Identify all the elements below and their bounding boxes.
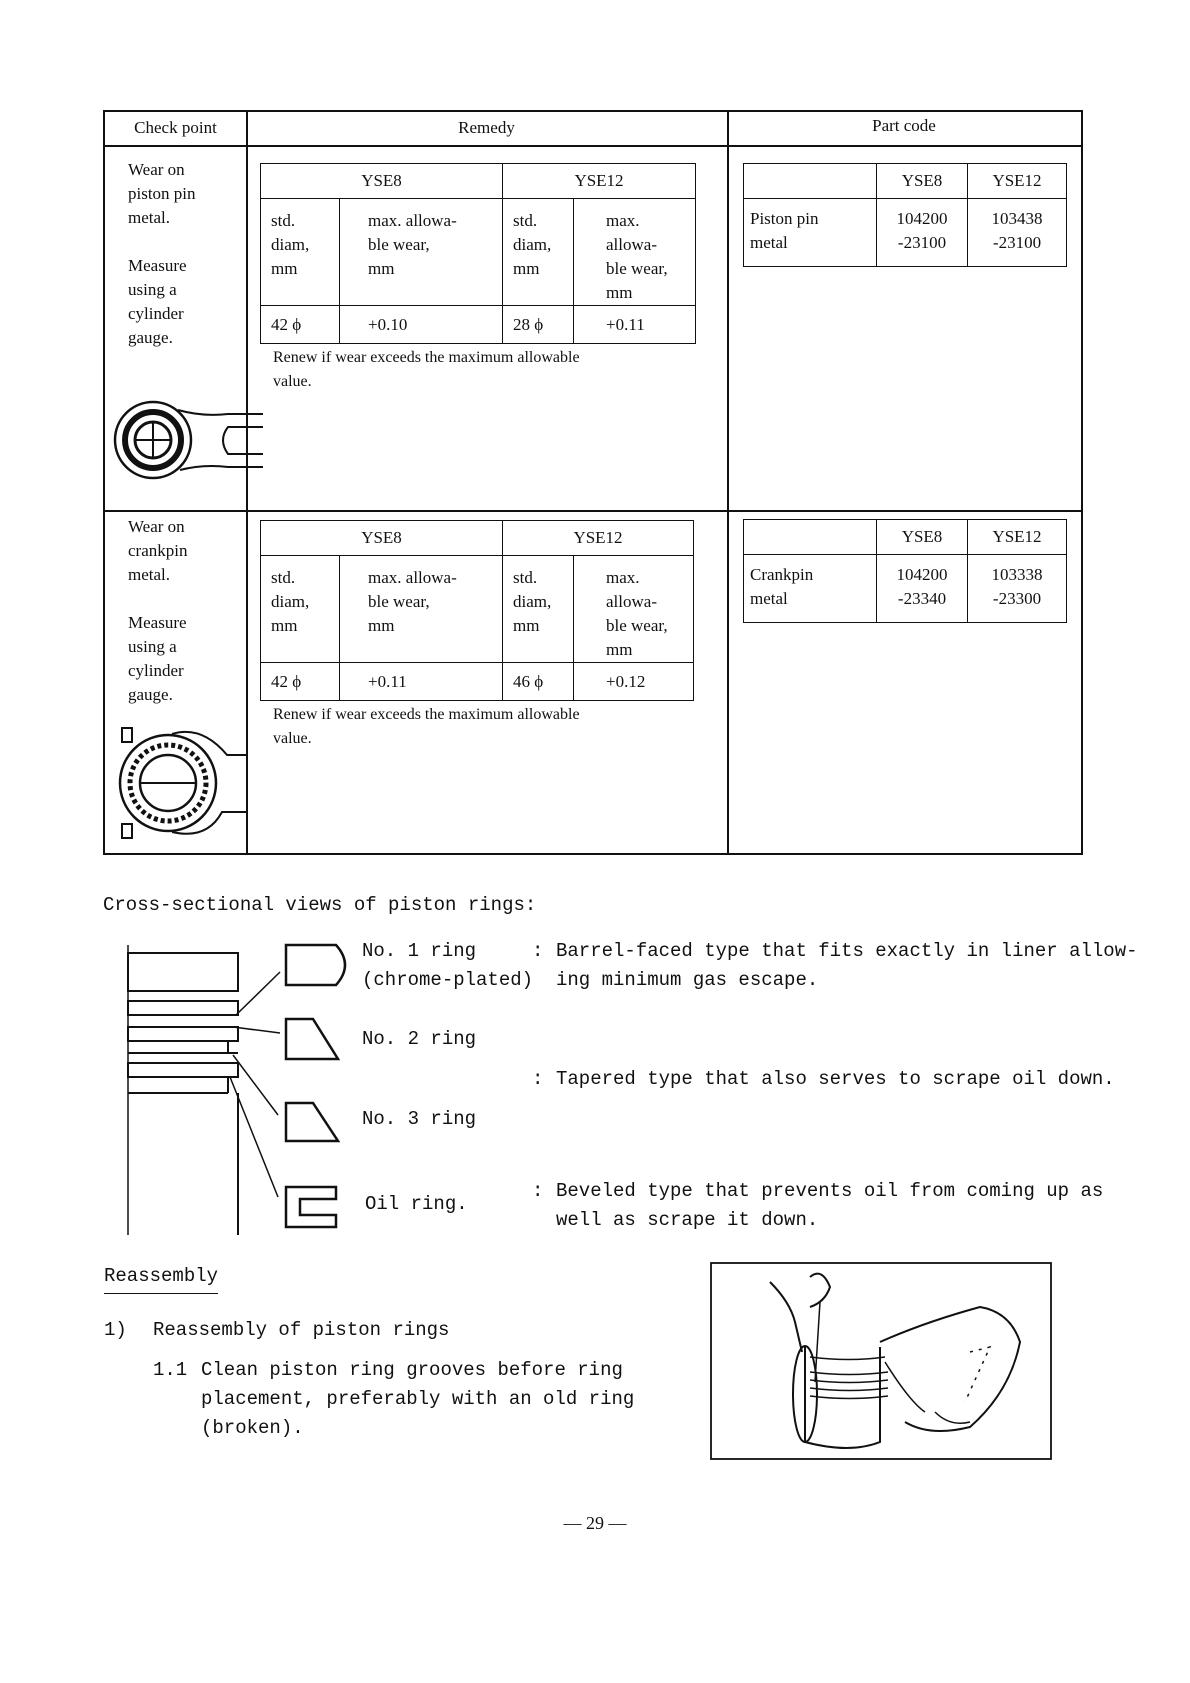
yse12-std-diam: 28 ϕ [503, 306, 574, 344]
crankpin-gauge-illustration [112, 720, 272, 850]
piston-rings-diagram [118, 935, 358, 1245]
model-yse8: YSE8 [261, 164, 503, 199]
cross-section-heading: Cross-sectional views of piston rings: [103, 894, 537, 916]
yse12-std-diam: 46 ϕ [503, 663, 574, 701]
check-point-row2: Wear on crankpin metal. Measure using a cylinder gauge. [128, 517, 188, 704]
model-yse8: YSE8 [261, 521, 503, 556]
yse8-max-wear: +0.11 [340, 663, 503, 701]
ring3-label: No. 3 ring [362, 1108, 477, 1130]
header-check-point: Check point [134, 118, 217, 137]
model-yse12: YSE12 [503, 521, 694, 556]
yse8-max-wear: +0.10 [340, 306, 503, 344]
oil-ring-colon: : [532, 1180, 544, 1202]
part-name-row1: Piston pin metal [744, 199, 877, 267]
part-code-table-row1: YSE8 YSE12 Piston pin metal 104200 -23100 103438 -23100 [743, 163, 1067, 267]
oil-ring-label: Oil ring. [365, 1193, 468, 1215]
remedy-table-row2: YSE8 YSE12 std. diam, mm max. allowa- ble wear, mm std. diam, mm max. allowa- ble wear, mm 42 ϕ +0.11 46 ϕ +0.12 [260, 520, 694, 701]
ring1-description: Barrel-faced type that fits exactly in liner allow- ing minimum gas escape. [556, 940, 1138, 991]
yse12-max-wear: +0.12 [574, 663, 694, 701]
yse12-max-wear: +0.11 [574, 306, 696, 344]
page-number: — 29 — [563, 1513, 627, 1533]
substep-text: Clean piston ring grooves before ring placement, preferably with an old ring (broken). [201, 1359, 635, 1439]
row-divider [105, 510, 1081, 512]
ring1-label: No. 1 ring (chrome-plated) [362, 940, 534, 991]
part-code-yse12-row2: 103338 -23300 [968, 555, 1067, 623]
yse8-std-diam: 42 ϕ [261, 663, 340, 701]
ring2-description: Tapered type that also serves to scrape oil down. [556, 1068, 1115, 1090]
reassembly-heading: Reassembly [104, 1262, 218, 1294]
model-yse12: YSE12 [503, 164, 696, 199]
step-title: Reassembly of piston rings [153, 1319, 450, 1341]
piston-pin-gauge-illustration [108, 392, 268, 492]
header-part-code: Part code [872, 116, 936, 135]
yse8-std-diam: 42 ϕ [261, 306, 340, 344]
header-remedy: Remedy [458, 118, 515, 137]
remedy-table-row1: YSE8 YSE12 std. diam, mm max. allowa- ble wear, mm std. diam, mm max. allowa- ble wear, mm 42 ϕ +0.10 28 ϕ +0.11 [260, 163, 696, 344]
header-divider [105, 145, 1081, 147]
part-code-table-row2: YSE8 YSE12 Crankpin metal 104200 -23340 103338 -23300 [743, 519, 1067, 623]
oil-ring-description: Beveled type that prevents oil from coming up as well as scrape it down. [556, 1180, 1104, 1231]
ring2-label: No. 2 ring [362, 1028, 477, 1050]
substep-number: 1.1 [153, 1359, 188, 1381]
part-name-row2: Crankpin metal [744, 555, 877, 623]
ring-groove-cleaning-illustration [710, 1262, 1052, 1460]
part-code-yse8-row2: 104200 -23340 [877, 555, 968, 623]
ring2-colon: : [532, 1068, 544, 1090]
step-number: 1) [104, 1319, 127, 1341]
col-divider-2 [727, 112, 729, 855]
remedy-note-row2: Renew if wear exceeds the maximum allowable value. [273, 706, 580, 747]
ring1-colon: : [532, 940, 544, 962]
remedy-note-row1: Renew if wear exceeds the maximum allowable value. [273, 349, 580, 390]
part-code-yse8-row1: 104200 -23100 [877, 199, 968, 267]
part-code-yse12-row1: 103438 -23100 [968, 199, 1067, 267]
check-point-row1: Wear on piston pin metal. Measure using a cylinder gauge. [128, 160, 196, 347]
